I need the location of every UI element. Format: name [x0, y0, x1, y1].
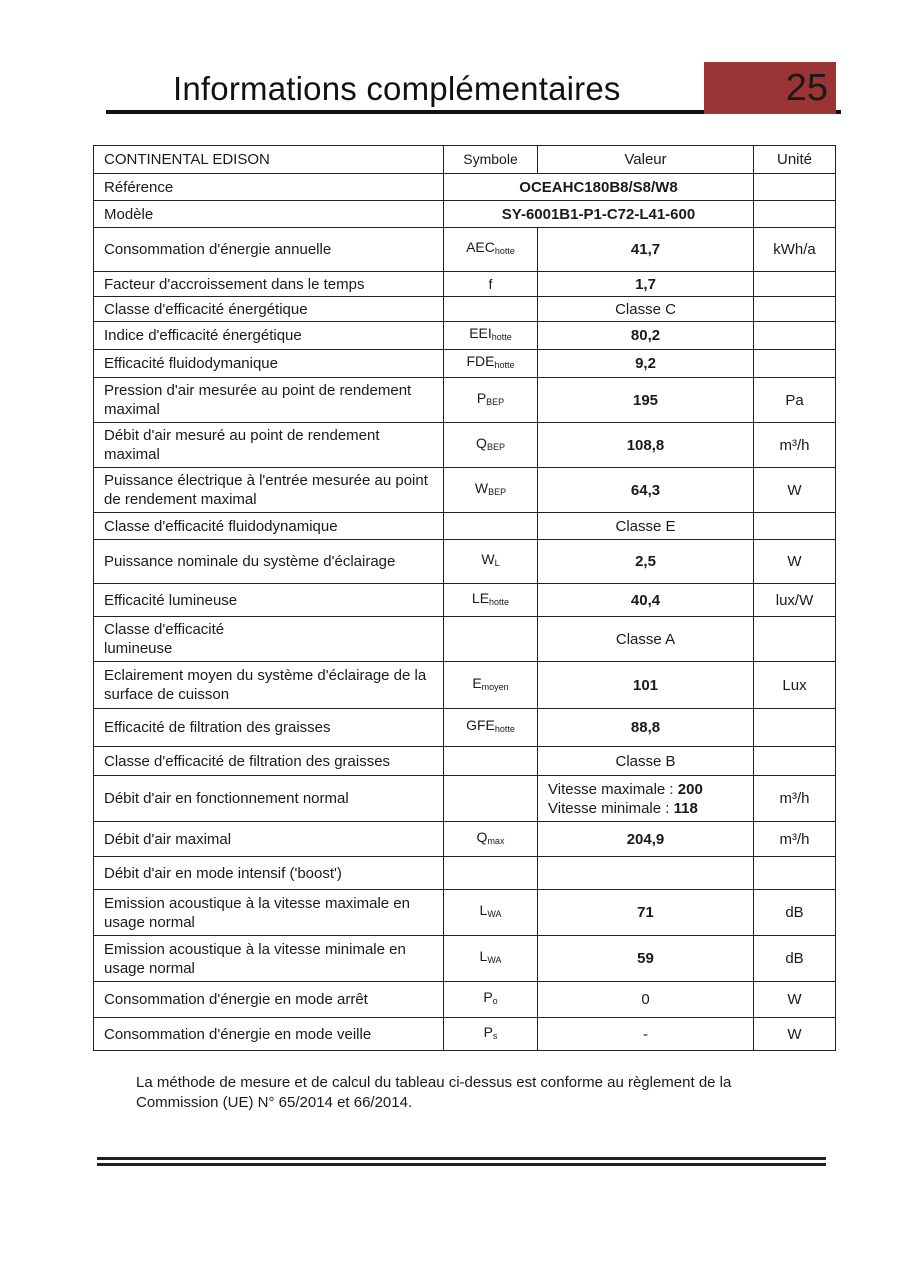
table-row: [94, 350, 836, 378]
row-value: OCEAHC180B8/S8/W8: [444, 174, 754, 201]
energy-spec-table: [93, 145, 836, 1051]
row-value: Classe C: [538, 297, 754, 322]
table-row: [94, 1018, 836, 1051]
row-symbol: [444, 857, 538, 890]
row-unit: dB: [754, 890, 836, 936]
row-label: Efficacité fluidodymanique: [94, 350, 444, 378]
row-value: 101: [538, 662, 754, 709]
row-unit: W: [754, 1018, 836, 1051]
row-value: 204,9: [538, 822, 754, 857]
row-value-speeds: [538, 776, 754, 822]
row-label: Efficacité de filtration des graisses: [94, 709, 444, 747]
row-unit: [754, 747, 836, 776]
table-row: [94, 662, 836, 709]
row-unit: W: [754, 982, 836, 1018]
row-value: 9,2: [538, 350, 754, 378]
row-unit: [754, 513, 836, 540]
speed-min-line: Vitesse minimale : 118: [548, 799, 698, 817]
row-symbol: $E_{moyen}$: [444, 662, 538, 709]
row-label: Consommation d'énergie en mode veille: [94, 1018, 444, 1051]
row-value: 2,5: [538, 540, 754, 584]
row-value: 59: [538, 936, 754, 982]
row-unit: kWh/a: [754, 228, 836, 272]
row-value: 64,3: [538, 468, 754, 513]
row-label: Modèle: [94, 201, 444, 228]
row-label: Débit d'air mesuré au point de rendement maximal: [94, 423, 444, 468]
row-unit: [754, 322, 836, 350]
table-row: [94, 617, 836, 662]
row-unit: lux/W: [754, 584, 836, 617]
table-row: [94, 513, 836, 540]
row-unit: Lux: [754, 662, 836, 709]
row-symbol: $AEC_{hotte}$: [444, 228, 538, 272]
column-header-symbol: Symbole: [444, 146, 538, 174]
row-symbol: f: [444, 272, 538, 297]
row-value: 88,8: [538, 709, 754, 747]
row-value: 71: [538, 890, 754, 936]
table-row: [94, 201, 836, 228]
row-symbol: $Q_{max}$: [444, 822, 538, 857]
page-number-badge: [704, 62, 836, 114]
row-unit: m³/h: [754, 822, 836, 857]
row-label: Consommation d'énergie annuelle: [94, 228, 444, 272]
row-symbol: [444, 617, 538, 662]
row-label: Classe d'efficacité de filtration des graisses: [94, 747, 444, 776]
row-value: 40,4: [538, 584, 754, 617]
row-value: SY-6001B1-P1-C72-L41-600: [444, 201, 754, 228]
table-row: [94, 584, 836, 617]
row-label: Puissance nominale du système d'éclairage: [94, 540, 444, 584]
row-value: Classe A: [538, 617, 754, 662]
row-label: Eclairement moyen du système d'éclairage de la surface de cuisson: [94, 662, 444, 709]
row-unit: m³/h: [754, 776, 836, 822]
row-label: Consommation d'énergie en mode arrêt: [94, 982, 444, 1018]
row-label: Débit d'air maximal: [94, 822, 444, 857]
row-unit: W: [754, 540, 836, 584]
row-symbol: [444, 513, 538, 540]
row-unit: [754, 272, 836, 297]
table-row: [94, 936, 836, 982]
table-row: [94, 709, 836, 747]
row-value: 80,2: [538, 322, 754, 350]
row-unit: [754, 201, 836, 228]
row-symbol: $Q_{BEP}$: [444, 423, 538, 468]
row-symbol: $FDE_{hotte}$: [444, 350, 538, 378]
row-label: Débit d'air en fonctionnement normal: [94, 776, 444, 822]
row-label: Indice d'efficacité énergétique: [94, 322, 444, 350]
row-value: 0: [538, 982, 754, 1018]
row-value: Classe B: [538, 747, 754, 776]
table-row: [94, 982, 836, 1018]
column-header-brand: CONTINENTAL EDISON: [94, 146, 444, 174]
row-unit: dB: [754, 936, 836, 982]
row-unit: [754, 857, 836, 890]
row-label: Pression d'air mesurée au point de rendement maximal: [94, 378, 444, 423]
row-symbol: [444, 297, 538, 322]
column-header-unit: Unité: [754, 146, 836, 174]
row-label: Emission acoustique à la vitesse maximale en usage normal: [94, 890, 444, 936]
row-unit: [754, 617, 836, 662]
row-label: Efficacité lumineuse: [94, 584, 444, 617]
table-header-row: [94, 146, 836, 174]
table-row: [94, 174, 836, 201]
row-symbol: $P_{BEP}$: [444, 378, 538, 423]
row-value: [538, 857, 754, 890]
row-unit: W: [754, 468, 836, 513]
row-symbol: $LE_{hotte}$: [444, 584, 538, 617]
row-value: 1,7: [538, 272, 754, 297]
row-label: Emission acoustique à la vitesse minimale en usage normal: [94, 936, 444, 982]
table-row: [94, 228, 836, 272]
column-header-value: Valeur: [538, 146, 754, 174]
row-label: Facteur d'accroissement dans le temps: [94, 272, 444, 297]
row-symbol: [444, 747, 538, 776]
row-symbol: $W_{BEP}$: [444, 468, 538, 513]
page-title: Informations complémentaires: [173, 70, 621, 107]
row-symbol: $L_{WA}$: [444, 890, 538, 936]
row-unit: [754, 297, 836, 322]
row-value: -: [538, 1018, 754, 1051]
row-label: Classe d'efficacité lumineuse: [94, 617, 444, 662]
row-label: Référence: [94, 174, 444, 201]
row-label: Puissance électrique à l'entrée mesurée au point de rendement maximal: [94, 468, 444, 513]
footer-rule: [97, 1157, 826, 1160]
row-unit: Pa: [754, 378, 836, 423]
row-value: Classe E: [538, 513, 754, 540]
table-row: [94, 297, 836, 322]
row-value: 41,7: [538, 228, 754, 272]
footnote: La méthode de mesure et de calcul du tableau ci-dessus est conforme au règlement de la Commission (UE) N° 65/2014 et 66/2014.: [136, 1074, 732, 1111]
row-unit: [754, 709, 836, 747]
table-row: [94, 822, 836, 857]
row-symbol: $EEI_{hotte}$: [444, 322, 538, 350]
footer-rule: [97, 1163, 826, 1166]
table-row: [94, 322, 836, 350]
table-row: [94, 378, 836, 423]
table-row: [94, 540, 836, 584]
row-symbol: $L_{WA}$: [444, 936, 538, 982]
table-row: [94, 776, 836, 822]
page-number: 25: [785, 67, 828, 109]
table-row: [94, 857, 836, 890]
row-value: 195: [538, 378, 754, 423]
row-label: Classe d'efficacité énergétique: [94, 297, 444, 322]
row-symbol: $P_s$: [444, 1018, 538, 1051]
row-label: Classe d'efficacité fluidodynamique: [94, 513, 444, 540]
row-symbol: $GFE_{hotte}$: [444, 709, 538, 747]
row-symbol: $P_o$: [444, 982, 538, 1018]
row-symbol: $W_L$: [444, 540, 538, 584]
table-row: [94, 890, 836, 936]
row-unit: [754, 174, 836, 201]
row-value: 108,8: [538, 423, 754, 468]
row-symbol: [444, 776, 538, 822]
table-row: [94, 747, 836, 776]
row-label: Débit d'air en mode intensif ('boost'): [94, 857, 444, 890]
table-row: [94, 423, 836, 468]
row-unit: m³/h: [754, 423, 836, 468]
speed-max-line: Vitesse maximale : 200: [548, 780, 703, 798]
table-row: [94, 468, 836, 513]
row-unit: [754, 350, 836, 378]
table-row: [94, 272, 836, 297]
